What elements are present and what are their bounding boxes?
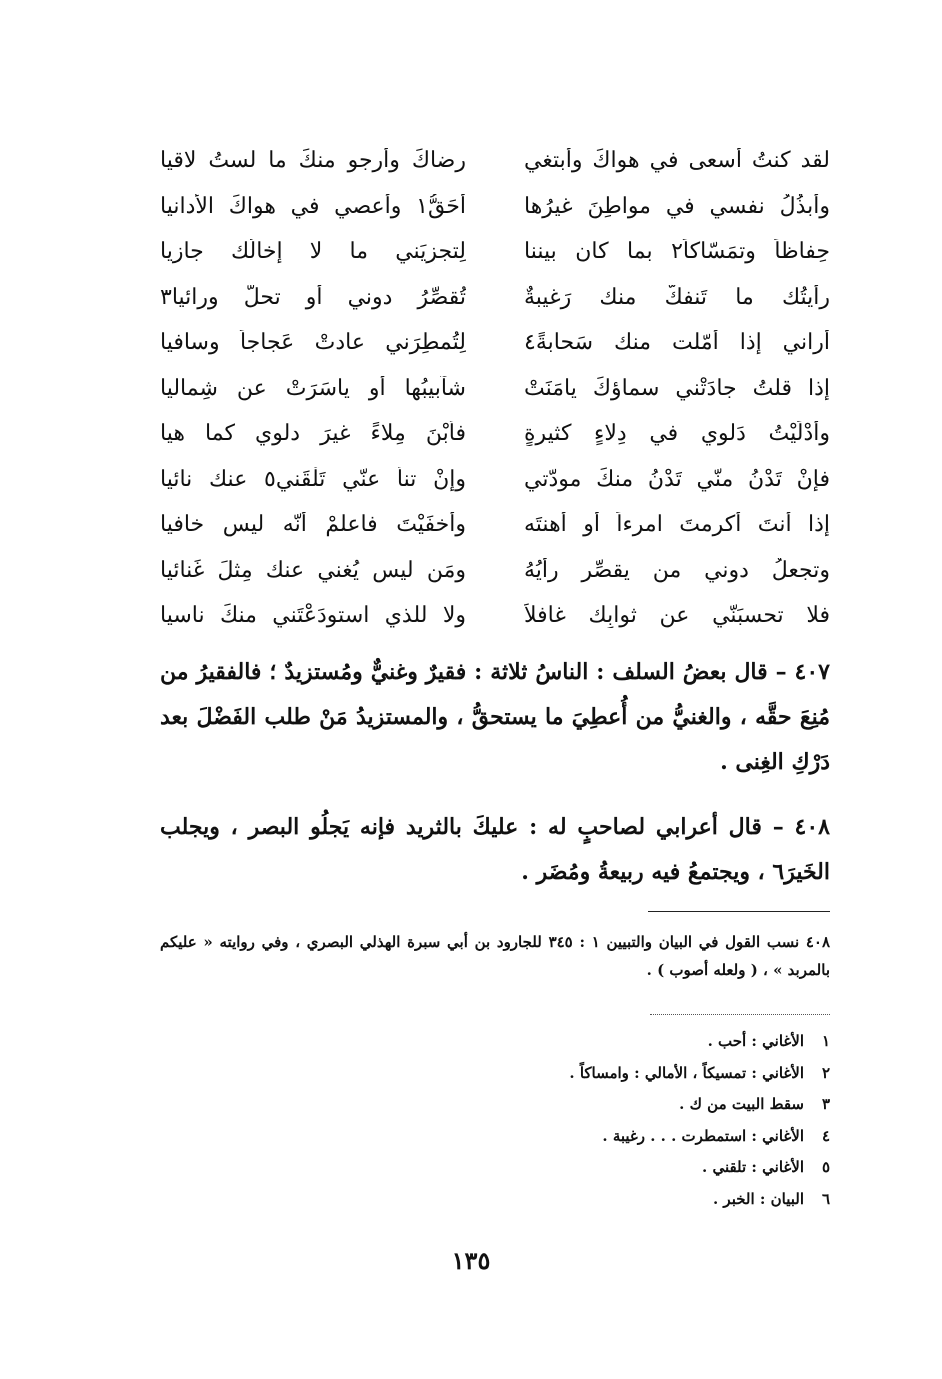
verse [160, 366, 830, 412]
entry-407 [160, 650, 830, 785]
entry-408 [160, 805, 830, 895]
verse-first-hemistich: فإنْ تَدْنُ منّي تَدْنُ منكَ مودّتي [524, 466, 830, 492]
dotted-separator [650, 1014, 830, 1015]
entry-text: – قال أعرابي لصاحبٍ له : عليكَ بالثريد فإنه يَجلُو البصر ، ويجلب الخَيرَ٦ ، ويجتمعُ فيه ربيعةُ ومُضَر . [160, 814, 830, 885]
footnote [480, 1058, 830, 1090]
footnotes-list [480, 1026, 830, 1215]
poem [160, 138, 830, 639]
verse-first-hemistich: فلا تحسبَنّي عن ثوابِك غافلاً [524, 603, 830, 629]
verse-second-hemistich: شآبيبُها أو ياسَرَتْ عن شِماليا [160, 375, 466, 401]
verse-second-hemistich: لِتُمطِرَني عادتْ عَجاجاً وسافيا [160, 330, 466, 356]
footnote [480, 1152, 830, 1184]
verse [160, 411, 830, 457]
footnote-number: ٤ [821, 1126, 830, 1145]
page-number: ١٣٥ [451, 1246, 491, 1275]
verse-second-hemistich: فأُبْنَ مِلاءً غيرَ دلوي كما هيا [160, 421, 466, 447]
verse [160, 593, 830, 639]
footnote-text: الأغاني : تمسيكاً ، الأمالي : وامساكاً . [569, 1063, 804, 1082]
verse-first-hemistich: إذا أنتَ أكرمتَ امرءاً أو أهنتَه [524, 512, 830, 538]
entry-number: ٤٠٨ [794, 814, 830, 840]
verse-second-hemistich: وإنْ تنأَ عنّي تَلْقَني٥ عنك نائيا [160, 466, 466, 492]
verse-first-hemistich: حِفاظاً وتمَسّاكاً٢ بما كان بيننا [524, 239, 830, 265]
verse-second-hemistich: أحَقُّ١ وأعصي في هواكَ الأدانيا [160, 193, 466, 219]
entry-text: – قال بعضُ السلف : الناسُ ثلاثة : فقيرٌ وغنيٌّ ومُستزيدٌ ؛ فالفقيرُ من مُنِعَ حقَّه ، والغنيُّ من أُعطِيَ ما يستحقُّ ، والمستزيدُ مَنْ طلب الفَضْلَ بعد دَرْكِ الغِنى . [160, 659, 830, 775]
verse [160, 229, 830, 275]
footnote-number: ٢ [821, 1063, 830, 1082]
verse-second-hemistich: ولا للذي استودَعْتَني منكَ ناسيا [160, 603, 466, 629]
verse-second-hemistich: وأخفَيْتَ فاعلمْ أنّه ليس خافيا [160, 512, 466, 538]
entry-number: ٤٠٧ [794, 659, 830, 685]
verse-first-hemistich: وأدْلَيْتُ دَلوي في دِلاءٍ كثيرةٍ [524, 421, 830, 447]
verse-first-hemistich: رأيتُك ما تَنفكُّ منك رَغيبةٌ [524, 284, 830, 310]
verse-second-hemistich: لِتجزِيَني ما لا إخالُك جازيا [160, 239, 466, 265]
footnote-number: ١ [821, 1032, 830, 1050]
verse-second-hemistich: رضاكَ وأرجو منكَ ما لستُ لاقيا [160, 148, 466, 174]
source-note: ٤٠٨ نسب القول في البيان والتبيين ١ : ٣٤٥ للجارود بن أبي سبرة الهذلي البصري ، وفي روايته « عليكم بالمربد » ، ( ولعله أصوب ) . [160, 933, 831, 979]
verse-first-hemistich: وتجعلُ دوني من يقصِّر رأيُهُ [524, 557, 830, 583]
footnote-text: البيان : الخبر . [712, 1189, 804, 1208]
footnote-number: ٦ [821, 1189, 830, 1208]
verse [160, 320, 830, 366]
verse-first-hemistich: وأبذُلُ نفسي في مواطِنَ غيرُها [524, 193, 830, 219]
verse [160, 548, 830, 594]
footnote [480, 1184, 830, 1216]
verse [160, 502, 830, 548]
footnote-number: ٣ [821, 1095, 830, 1113]
footnote-text: الأغاني : أحب . [707, 1032, 804, 1050]
footnote-text: سقط البيت من ك . [679, 1095, 804, 1113]
verse [160, 184, 830, 230]
verse-first-hemistich: أراني إذا أمّلت منك سَحابةً٤ [524, 330, 830, 356]
verse [160, 457, 830, 503]
footnote-number: ٥ [821, 1158, 830, 1176]
footnote [480, 1026, 830, 1058]
footnote-text: الأغاني : تلقني . [702, 1158, 804, 1176]
footnote-separator [648, 911, 830, 912]
footnote [480, 1121, 830, 1153]
verse-second-hemistich: تُقصِّرُ دوني أو تحلّ ورائيا٣ [160, 284, 466, 310]
verse-first-hemistich: لقد كنتُ أسعى في هواكَ وأبتغي [524, 148, 830, 174]
verse-first-hemistich: إذا قلتُ جادَتْني سماؤكَ يامَنَتْ [524, 375, 830, 401]
verse-second-hemistich: ومَن ليس يُغني عنك مِثلَ غَنائيا [160, 557, 466, 583]
verse [160, 138, 830, 184]
verse [160, 275, 830, 321]
footnote-text: الأغاني : استمطرت . . . رغيبة . [602, 1126, 804, 1145]
footnote [480, 1089, 830, 1121]
